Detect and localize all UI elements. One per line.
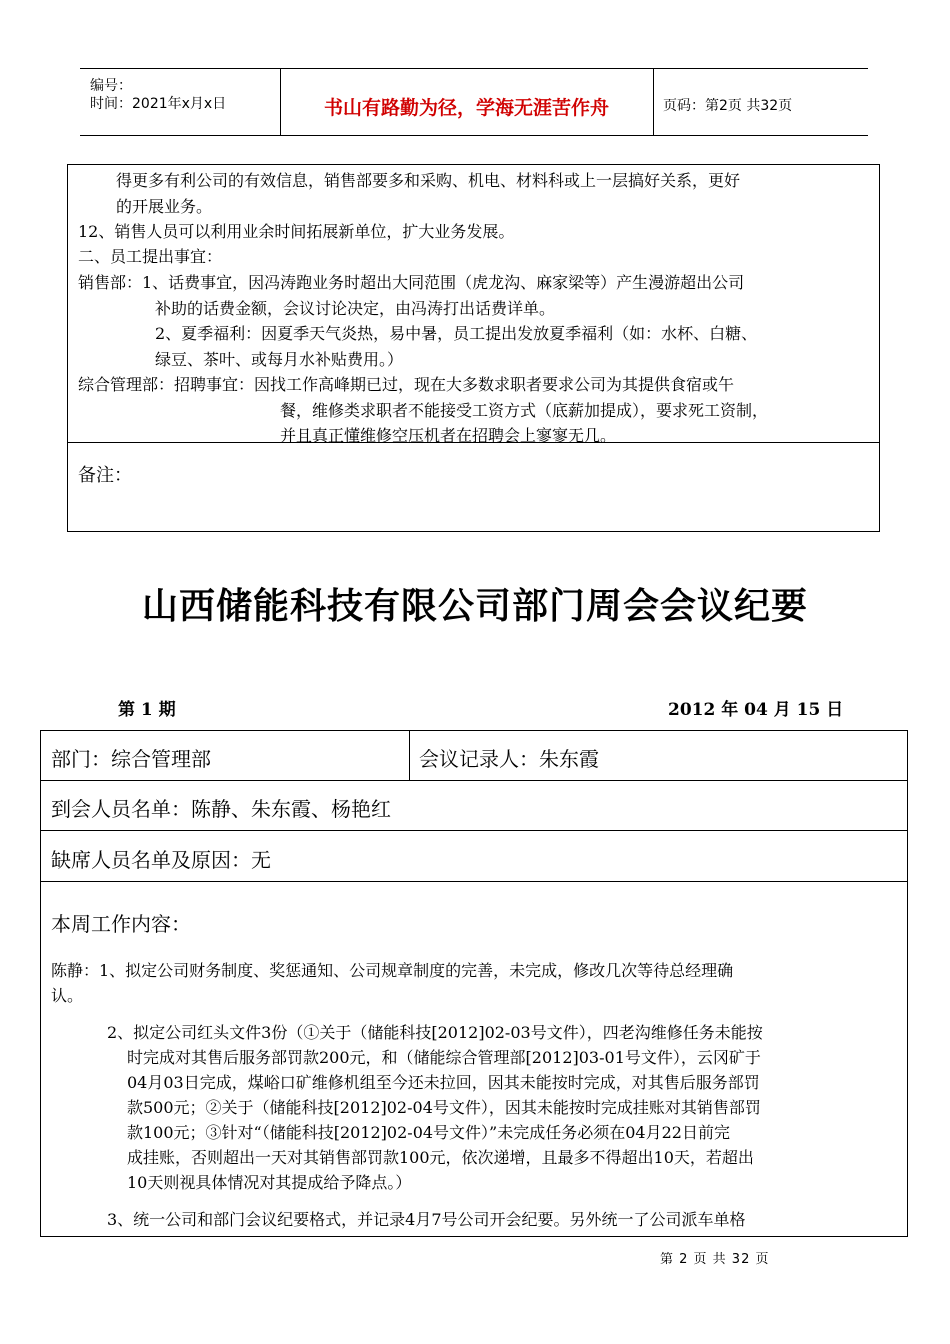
content-line: 2、夏季福利：因夏季天气炎热，易中暑，员工提出发放夏季福利（如：水杯、白糖、 <box>155 324 758 343</box>
work-line: 3、统一公司和部门会议纪要格式，并记录4月7号公司开会纪要。另外统一了公司派车单格 <box>107 1210 746 1229</box>
meeting-table <box>40 730 908 1237</box>
content-line: 销售部：1、话费事宜，因冯涛跑业务时超出大同范围（虎龙沟、麻家梁等）产生漫游超出公司 <box>78 273 745 292</box>
content-line: 补助的话费金额，会议讨论决定，由冯涛打出话费详单。 <box>155 299 556 318</box>
content-line: 得更多有利公司的有效信息，销售部要多和采购、机电、材料科或上一层搞好关系，更好 <box>116 171 741 190</box>
content-line: 餐，维修类求职者不能接受工资方式（底薪加提成），要求死工资制， <box>280 401 769 420</box>
work-line: 认。 <box>51 986 84 1005</box>
document-time-label: 时间：2021年x月x日 <box>90 96 227 112</box>
column-divider <box>409 731 410 780</box>
department-field: 部门：综合管理部 <box>51 747 211 771</box>
work-line: 成挂账，否则超出一天对其销售部罚款100元，依次递增，且最多不得超出10天，若超出 <box>127 1148 754 1167</box>
work-line: 2、拟定公司红头文件3份（①关于（储能科技[2012]02-03号文件），四老沟维修任务未能按 <box>107 1023 763 1042</box>
header-page-number: 页码：第2页 共32页 <box>663 98 793 114</box>
work-line: 时完成对其售后服务部罚款200元，和（储能综合管理部[2012]03-01号文件），云冈矿于 <box>127 1048 761 1067</box>
content-line: 综合管理部：招聘事宜：因找工作高峰期已过，现在大多数求职者要求公司为其提供食宿或午 <box>78 375 735 394</box>
work-line: 款500元；②关于（储能科技[2012]02-04号文件），因其未能按时完成挂账对其销售部罚 <box>127 1098 761 1117</box>
work-line: 款100元；③针对“（储能科技[2012]02-04号文件）”未完成任务必须在04月22日前完 <box>127 1123 730 1142</box>
header-meta-cell <box>80 69 281 135</box>
page-footer: 第 2 页 共 32 页 <box>660 1252 770 1267</box>
work-line: 陈静：1、拟定公司财务制度、奖惩通知、公司规章制度的完善，未完成，修改几次等待总经理确 <box>51 961 734 980</box>
recorder-field: 会议记录人：朱东霞 <box>419 747 599 771</box>
work-heading: 本周工作内容： <box>51 912 191 936</box>
header-motto-cell <box>280 69 654 135</box>
page-header <box>80 68 868 136</box>
content-line: 12、销售人员可以利用业余时间拓展新单位，扩大业务发展。 <box>78 222 515 241</box>
content-line: 二、员工提出事宜： <box>78 247 223 266</box>
continuation-table <box>67 164 880 532</box>
header-motto: 书山有路勤为径，学海无涯苦作舟 <box>323 97 609 119</box>
work-line: 04月03日完成，煤峪口矿维修机组至今还未拉回，因其未能按时完成，对其售后服务部罚 <box>127 1073 760 1092</box>
work-line: 10天则视具体情况对其提成给予降点。） <box>127 1173 412 1192</box>
continuation-content-cell <box>68 165 879 443</box>
header-page-cell <box>653 69 868 135</box>
document-title: 山西储能科技有限公司部门周会会议纪要 <box>141 586 808 627</box>
content-line: 绿豆、茶叶、或每月水补贴费用。） <box>155 350 404 369</box>
absentees-row <box>41 831 907 882</box>
content-line: 的开展业务。 <box>116 197 213 216</box>
meeting-date: 2012 年 04 月 15 日 <box>668 700 844 720</box>
document-number-label: 编号： <box>90 78 132 94</box>
absentees-field: 缺席人员名单及原因：无 <box>51 848 271 872</box>
attendees-field: 到会人员名单：陈静、朱东霞、杨艳红 <box>51 797 391 821</box>
attendees-row <box>41 781 907 831</box>
remark-label: 备注： <box>78 465 132 486</box>
issue-number: 第 1 期 <box>118 700 176 720</box>
content-line: 并且真正懂维修空压机者在招聘会上寥寥无几。 <box>280 426 617 445</box>
department-row <box>41 731 907 781</box>
